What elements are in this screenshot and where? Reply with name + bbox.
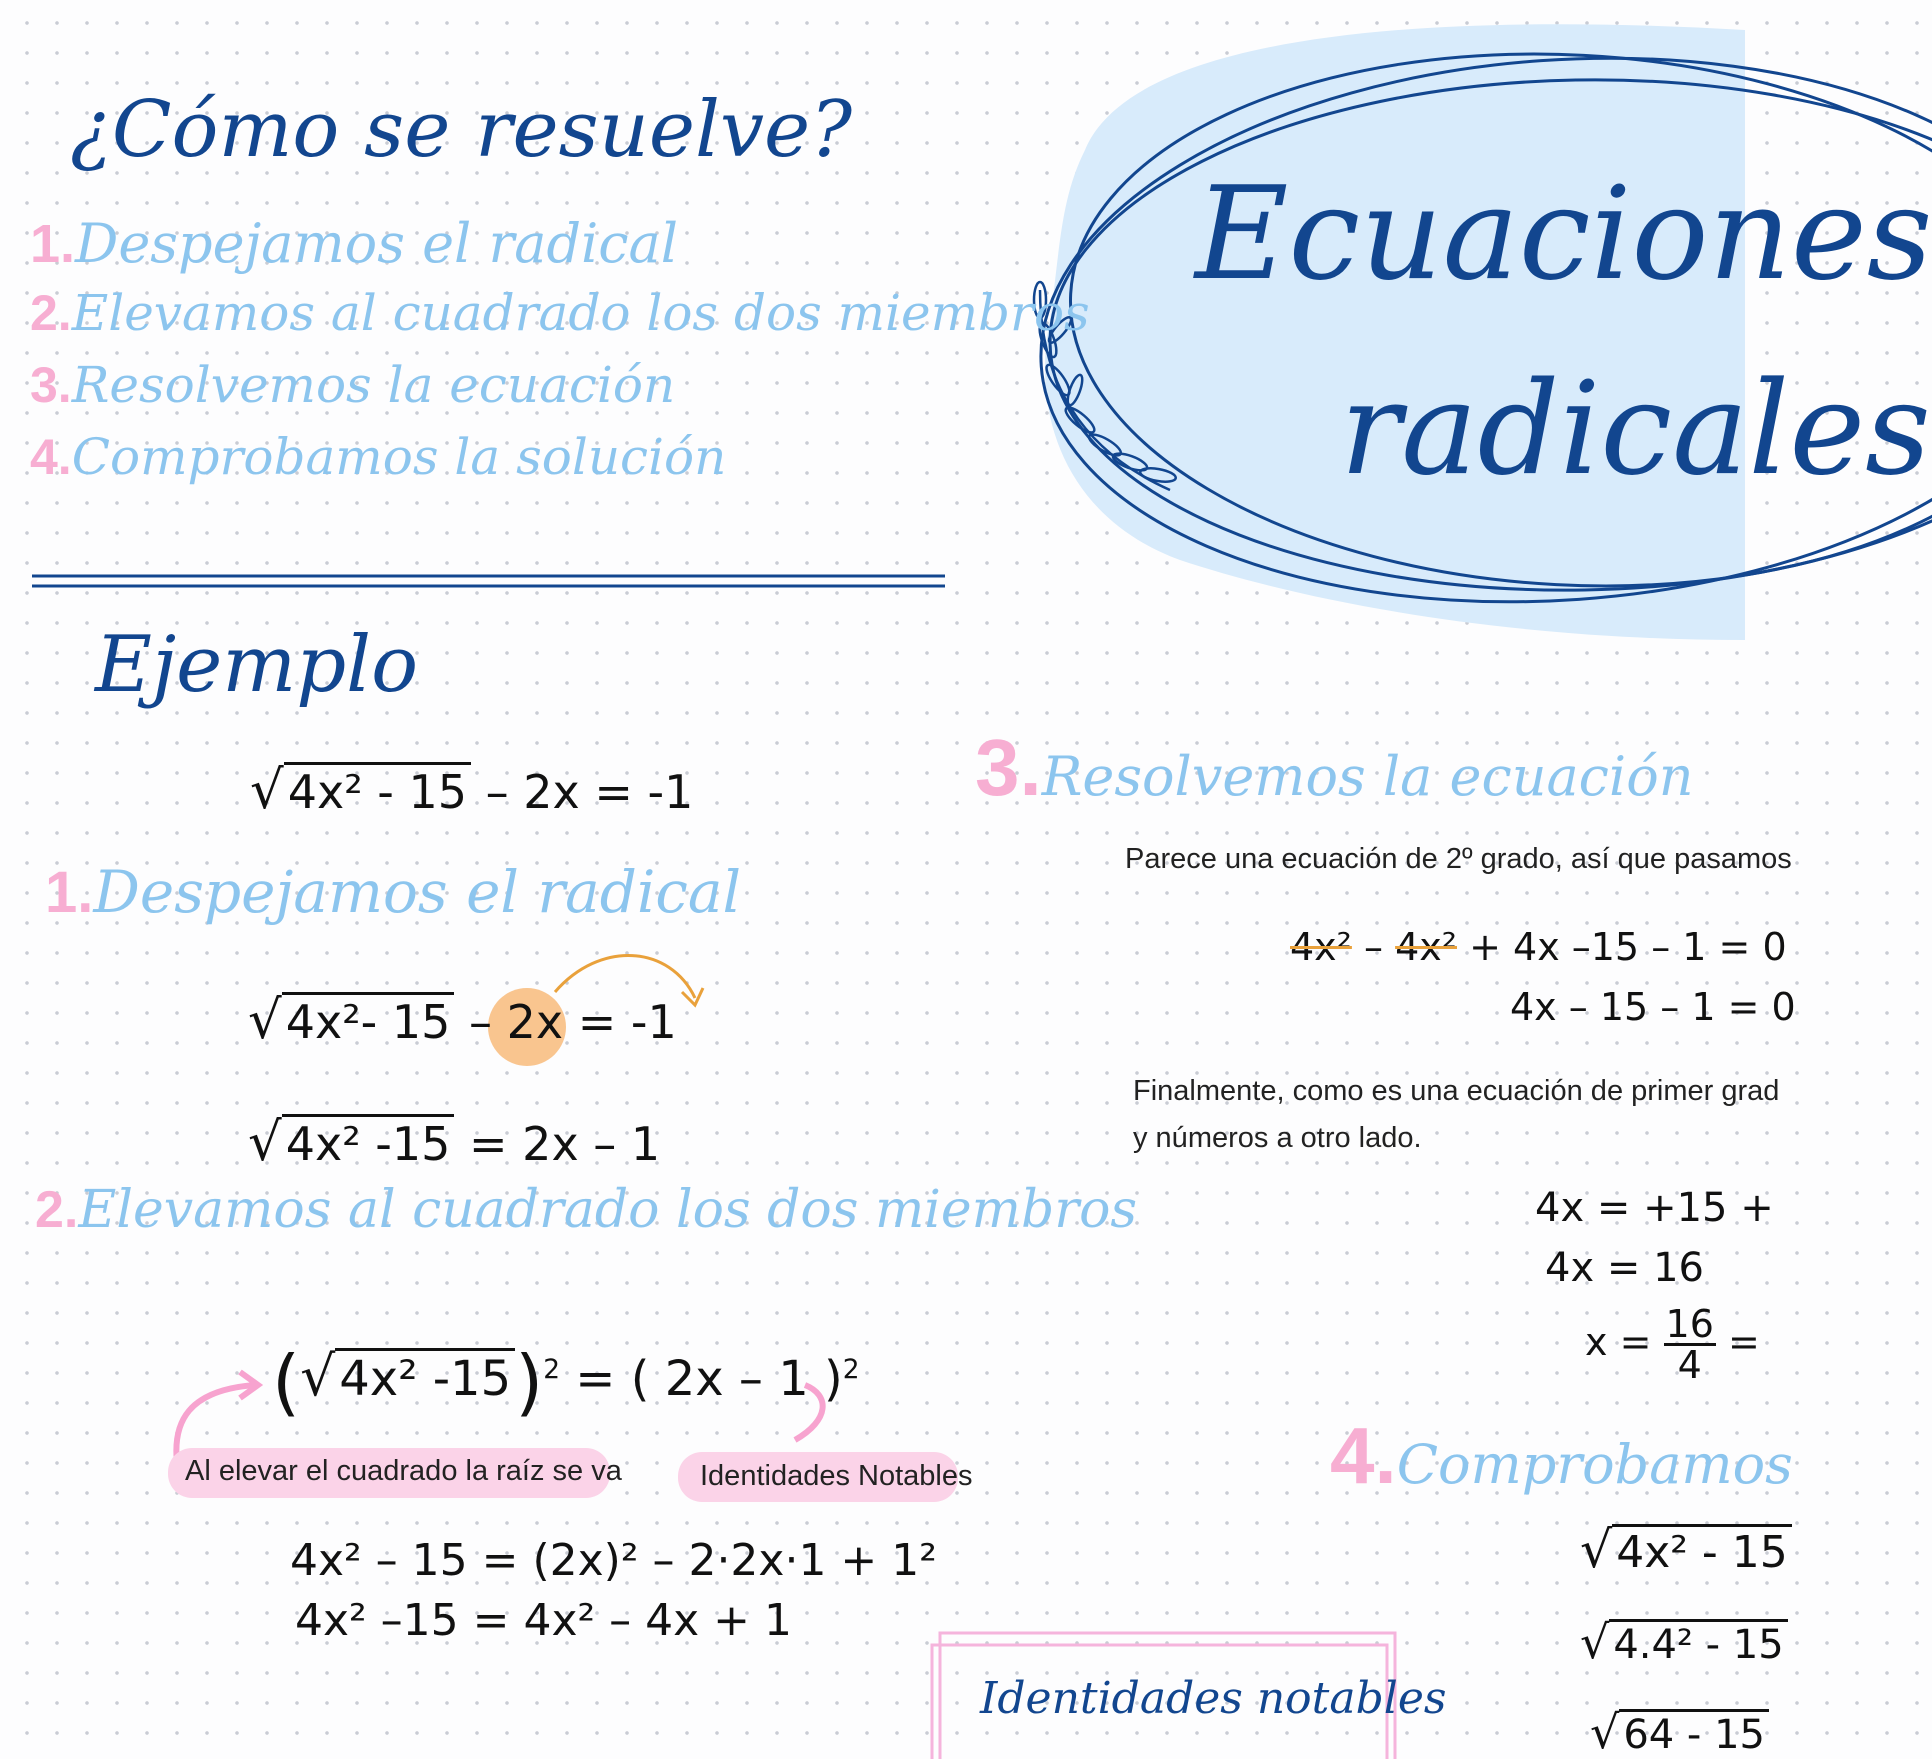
radicand: 64 - 15: [1619, 1709, 1769, 1758]
step3-eq-d: 4x = 16: [1545, 1245, 1704, 1291]
step1-equation2: √4x² -15 = 2x – 1: [248, 1112, 661, 1173]
cancelled-term: 4x²: [1395, 925, 1457, 969]
radicand: 4x²- 15: [282, 992, 455, 1049]
steps-list: [30, 212, 1090, 500]
radicand: 4.4² - 15: [1609, 1619, 1787, 1668]
step3-eq-b: 4x – 15 – 1 = 0: [1510, 985, 1796, 1029]
denominator: 4: [1677, 1343, 1702, 1387]
note-left: Al elevar el cuadrado la raíz se va: [185, 1455, 622, 1487]
step3-heading: [975, 722, 1694, 814]
step-item: [30, 356, 1090, 428]
step4-heading: [1330, 1410, 1793, 1502]
check-line2: √ 4.4² - 15: [1580, 1615, 1788, 1669]
step-title: Comprobamos: [1396, 1433, 1793, 1496]
step3-text3: y números a otro lado.: [1133, 1122, 1422, 1154]
step-number: 4.: [30, 429, 72, 485]
step-text: Resolvemos la ecuación: [71, 356, 676, 414]
step-number: 3.: [975, 723, 1042, 812]
exponent: 2: [842, 1354, 860, 1385]
step-number: 3.: [30, 357, 72, 413]
example-title: Ejemplo: [95, 620, 419, 710]
identities-box-title: Identidades notables: [980, 1673, 1447, 1724]
exponent: 2: [543, 1354, 560, 1385]
step1-equation1: √4x²- 15 – 2x = -1: [248, 990, 677, 1051]
example-step2-heading: [35, 1180, 1137, 1240]
equation-rest: = -1: [577, 995, 677, 1049]
banner-title-line2: radicales: [1340, 355, 1931, 504]
minus-sign: –: [1364, 925, 1383, 969]
equation-suffix: =: [1727, 1320, 1760, 1364]
expansion-line2: 4x² –15 = 4x² – 4x + 1: [295, 1595, 792, 1646]
step-item: [30, 284, 1090, 356]
equation-rest: = 2x – 1: [469, 1117, 661, 1171]
step-number: 2.: [35, 1181, 79, 1239]
page-title: ¿Cómo se resuelve?: [70, 85, 853, 175]
moved-term: 2x: [506, 995, 564, 1049]
step3-eq-c: 4x = +15 +: [1535, 1185, 1774, 1231]
step-text: Elevamos al cuadrado los dos miembros: [71, 284, 1090, 342]
step3-text1: Parece una ecuación de 2º grado, así que pasamos: [1125, 843, 1792, 875]
step-title: Despejamos el radical: [93, 858, 742, 926]
step3-text2: Finalmente, como es una ecuación de primer grad: [1133, 1075, 1780, 1107]
numerator: 16: [1665, 1302, 1714, 1346]
step-number: 1.: [30, 214, 76, 274]
banner-blob: [1045, 24, 1745, 640]
step-text: Despejamos el radical: [75, 212, 679, 275]
step-item: [30, 212, 1090, 284]
radicand: 4x² -15: [335, 1348, 515, 1407]
step3-eq-a: [1290, 925, 1787, 969]
check-line1: √4x² - 15: [1580, 1520, 1792, 1579]
equation-rest: – 2x = -1: [485, 765, 694, 819]
step3-eq-e: [1585, 1302, 1760, 1387]
fraction: [1664, 1302, 1716, 1387]
step-number: 4.: [1330, 1411, 1397, 1500]
step-title: Elevamos al cuadrado los dos miembros: [78, 1180, 1138, 1240]
cancelled-term: 4x²: [1290, 925, 1352, 969]
step-text: Comprobamos la solución: [71, 428, 727, 486]
step-number: 1.: [45, 860, 94, 925]
radicand: 4x² - 15: [1612, 1524, 1792, 1578]
expansion-line1: 4x² – 15 = (2x)² – 2·2x·1 + 1²: [290, 1535, 937, 1586]
radicand: 4x² - 15: [284, 762, 471, 819]
example-step1-heading: [45, 858, 741, 926]
equation-prefix: x =: [1585, 1320, 1652, 1364]
minus-sign: –: [469, 995, 493, 1049]
radicand: 4x² -15: [282, 1114, 455, 1171]
equation-rest: = ( 2x – 1 ): [575, 1351, 843, 1407]
step-number: 2.: [30, 285, 72, 341]
check-line3: √ 64 - 15: [1590, 1705, 1769, 1759]
squared-equation: (√4x² -15)$^2$ = ( 2x – 1 )$^2$: [272, 1340, 860, 1424]
note-right: Identidades Notables: [700, 1460, 973, 1492]
step-item: [30, 428, 1090, 500]
banner-title-line1: Ecuaciones: [1195, 160, 1932, 309]
step-title: Resolvemos la ecuación: [1041, 745, 1694, 808]
example-equation: √4x² - 15 – 2x = -1: [250, 760, 694, 821]
equation-rest: + 4x –15 – 1 = 0: [1469, 925, 1787, 969]
